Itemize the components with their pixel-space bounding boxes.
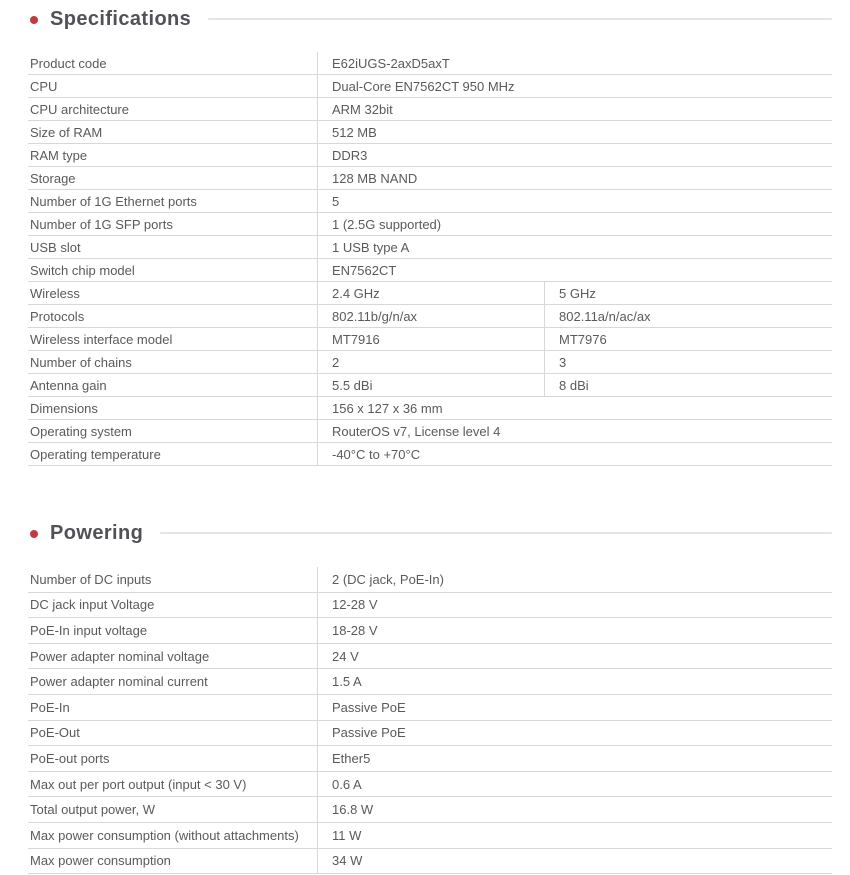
row-label: Storage	[30, 170, 76, 186]
row-label: Total output power, W	[30, 802, 156, 818]
table-row	[28, 644, 832, 670]
row-label: PoE-In input voltage	[30, 622, 148, 638]
row-value: 1 USB type A	[317, 236, 832, 258]
row-value: 1.5 A	[317, 669, 832, 694]
row-value: Dual-Core EN7562CT 950 MHz	[317, 75, 832, 97]
table-row	[28, 695, 832, 721]
row-value: MT7976	[544, 328, 832, 350]
row-value: 802.11a/n/ac/ax	[544, 305, 832, 327]
table-row	[28, 849, 832, 875]
table-row	[28, 190, 832, 213]
table-row	[28, 98, 832, 121]
table-row	[28, 305, 832, 328]
row-value: 128 MB NAND	[317, 167, 832, 189]
row-value: 8 dBi	[544, 374, 832, 396]
row-value: MT7916	[317, 328, 544, 350]
row-value: 18-28 V	[317, 618, 832, 643]
table-row	[28, 593, 832, 619]
row-value: Passive PoE	[317, 721, 832, 746]
table-row	[28, 721, 832, 747]
row-value: -40°C to +70°C	[317, 443, 832, 465]
row-value: 12-28 V	[317, 593, 832, 618]
row-label: Operating system	[30, 423, 132, 439]
table-row	[28, 618, 832, 644]
red-bullet-icon	[30, 530, 38, 538]
section-title-specifications: Specifications	[50, 8, 192, 30]
row-value: 5.5 dBi	[317, 374, 544, 396]
table-row	[28, 669, 832, 695]
row-value: 24 V	[317, 644, 832, 669]
row-label: Number of 1G Ethernet ports	[30, 193, 197, 209]
table-row	[28, 374, 832, 397]
row-label: CPU architecture	[30, 101, 129, 117]
row-label: PoE-In	[30, 699, 70, 715]
row-label: Max power consumption (without attachments)	[30, 827, 299, 843]
section-specifications	[28, 6, 832, 466]
row-value: 5 GHz	[544, 282, 832, 304]
row-value: 34 W	[317, 849, 832, 874]
row-value: 3	[544, 351, 832, 373]
row-label: Number of 1G SFP ports	[30, 216, 173, 232]
row-value: RouterOS v7, License level 4	[317, 420, 832, 442]
row-label: Size of RAM	[30, 124, 103, 140]
header-divider-line	[160, 532, 832, 534]
row-value: 2.4 GHz	[317, 282, 544, 304]
powering-table	[28, 567, 832, 874]
table-row	[28, 236, 832, 259]
row-label: PoE-out ports	[30, 750, 110, 766]
table-row	[28, 772, 832, 798]
row-label: Switch chip model	[30, 262, 135, 278]
row-label: Max power consumption	[30, 853, 171, 869]
table-row	[28, 328, 832, 351]
table-row	[28, 443, 832, 466]
row-value: 2 (DC jack, PoE-In)	[317, 567, 832, 592]
specifications-header	[28, 6, 832, 32]
row-label: Number of chains	[30, 354, 132, 370]
table-row	[28, 797, 832, 823]
row-value: 2	[317, 351, 544, 373]
table-row	[28, 259, 832, 282]
row-label: USB slot	[30, 239, 81, 255]
table-row	[28, 567, 832, 593]
table-row	[28, 144, 832, 167]
table-row	[28, 121, 832, 144]
row-label: Number of DC inputs	[30, 571, 152, 587]
row-label: Operating temperature	[30, 446, 161, 462]
row-label: Power adapter nominal current	[30, 674, 208, 690]
row-label: RAM type	[30, 147, 88, 163]
table-row	[28, 52, 832, 75]
row-value: Ether5	[317, 746, 832, 771]
row-label: Wireless	[30, 285, 80, 301]
table-row	[28, 282, 832, 305]
row-value: DDR3	[317, 144, 832, 166]
row-value: 5	[317, 190, 832, 212]
section-powering	[28, 520, 832, 874]
table-row	[28, 167, 832, 190]
specifications-table	[28, 52, 832, 466]
row-value: 11 W	[317, 823, 832, 848]
table-row	[28, 75, 832, 98]
table-row	[28, 746, 832, 772]
row-value: EN7562CT	[317, 259, 832, 281]
row-value: 512 MB	[317, 121, 832, 143]
row-value: 0.6 A	[317, 772, 832, 797]
row-label: DC jack input Voltage	[30, 597, 155, 613]
row-label: PoE-Out	[30, 725, 80, 741]
powering-header	[28, 520, 832, 546]
section-title-powering: Powering	[50, 522, 144, 544]
row-value: E62iUGS-2axD5axT	[317, 52, 832, 74]
table-row	[28, 823, 832, 849]
row-label: Max out per port output (input < 30 V)	[30, 776, 247, 792]
row-value: ARM 32bit	[317, 98, 832, 120]
row-value: 16.8 W	[317, 797, 832, 822]
row-value: 156 x 127 x 36 mm	[317, 397, 832, 419]
row-label: Antenna gain	[30, 377, 107, 393]
row-label: CPU	[30, 78, 58, 94]
row-label: Product code	[30, 55, 107, 71]
row-label: Wireless interface model	[30, 331, 173, 347]
table-row	[28, 397, 832, 420]
row-label: Power adapter nominal voltage	[30, 648, 210, 664]
table-row	[28, 351, 832, 374]
row-value: 1 (2.5G supported)	[317, 213, 832, 235]
table-row	[28, 420, 832, 443]
table-row	[28, 213, 832, 236]
row-label: Protocols	[30, 308, 85, 324]
red-bullet-icon	[30, 16, 38, 24]
row-value: Passive PoE	[317, 695, 832, 720]
row-label: Dimensions	[30, 400, 98, 416]
header-divider-line	[208, 18, 832, 20]
row-value: 802.11b/g/n/ax	[317, 305, 544, 327]
